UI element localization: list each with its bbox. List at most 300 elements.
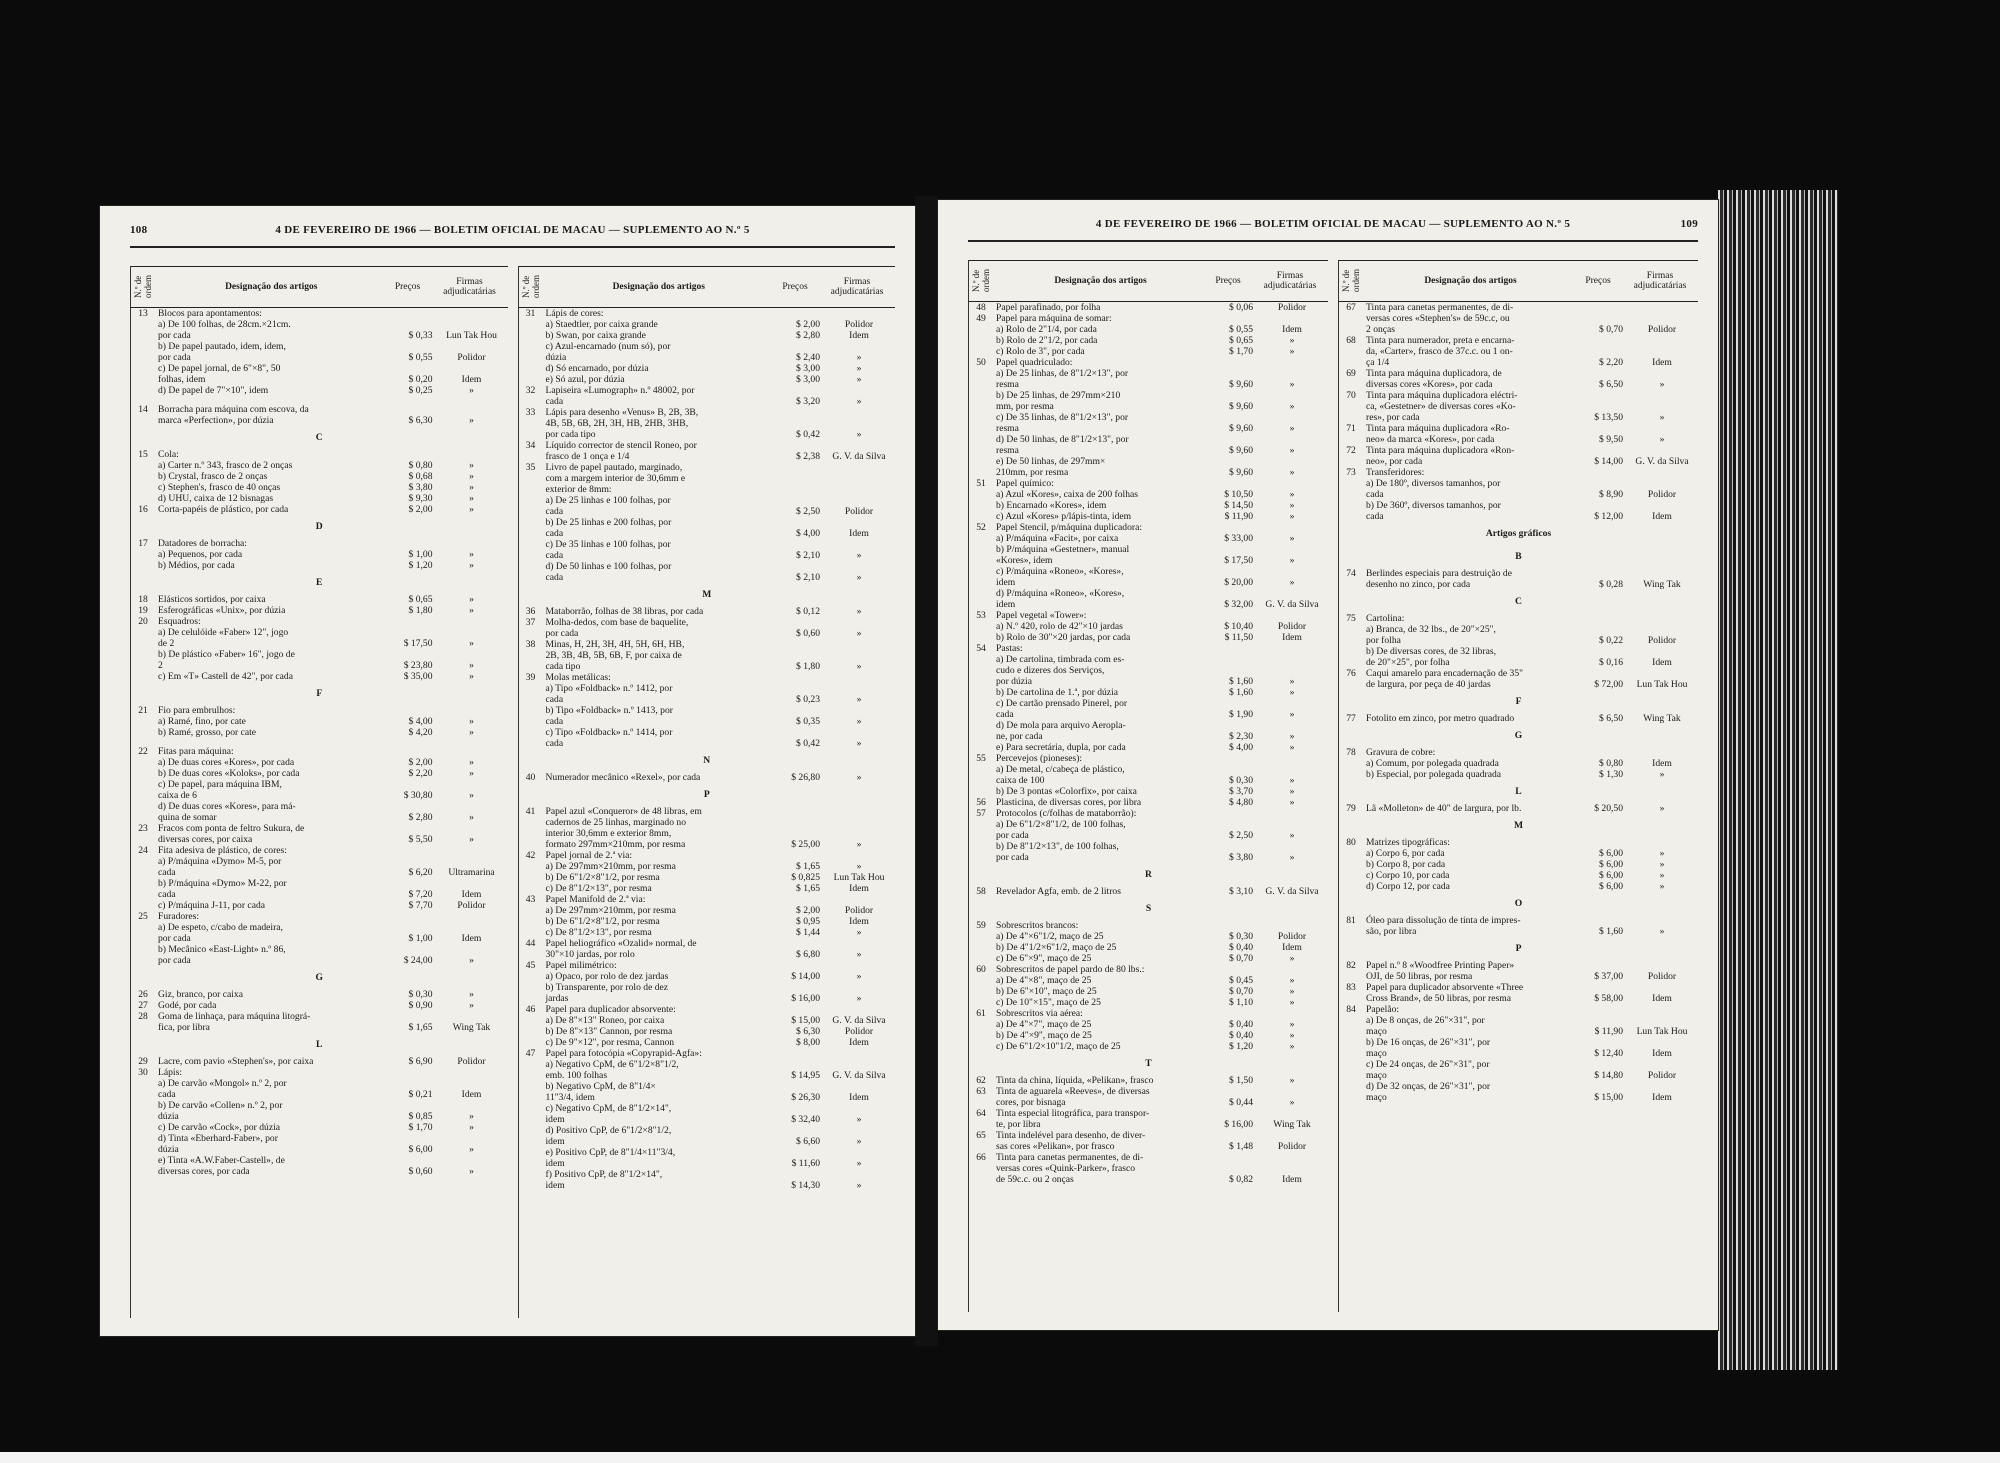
item-price: $ 6,00 (1599, 859, 1623, 870)
table-row (131, 1122, 508, 1133)
item-firm: » (1289, 986, 1295, 997)
table-row (969, 522, 1328, 544)
item-firm: Polidor (1277, 302, 1307, 313)
item-price: $ 6,90 (408, 1056, 433, 1067)
item-price: $ 4,00 (408, 716, 433, 727)
item-price: $ 0,65 (1229, 335, 1253, 346)
table-row (131, 768, 508, 779)
table-row (519, 705, 896, 727)
item-firm: » (856, 716, 862, 727)
table-row (519, 462, 896, 517)
item-description: Líquido corrector de stencil Roneo, por frasco de 1 onça e 1/4 (545, 440, 697, 462)
item-firm: » (1289, 676, 1295, 687)
item-price: $ 2,10 (796, 550, 820, 561)
item-price: $ 0,40 (1229, 1019, 1253, 1030)
table-row (969, 544, 1328, 566)
item-price: $ 9,60 (1229, 401, 1253, 412)
table-row (131, 1000, 508, 1011)
item-description: Óleo para dissolução de tinta de impres- são, por libra (1366, 915, 1521, 937)
item-firm: » (1659, 434, 1665, 445)
item-description: Papel para duplicador absorvente: a) De 8"×13" Roneo, por caixa (545, 1004, 676, 1026)
section-heading: E (316, 577, 323, 588)
header-firms: Firmas adjudicatárias (830, 277, 884, 297)
item-description: b) De plástico «Faber» 16", jogo de 2 (158, 649, 295, 671)
table-row (1339, 646, 1698, 668)
table-row (519, 982, 896, 1004)
item-number: 45 (525, 960, 536, 971)
item-firm: » (469, 471, 474, 482)
item-price: $ 3,00 (796, 363, 820, 374)
table-row (1339, 1081, 1698, 1103)
item-firm: » (1659, 769, 1665, 780)
item-description: b) De 6"×10", maço de 25 (996, 986, 1097, 997)
item-firm: » (856, 606, 862, 617)
table-row (519, 1147, 896, 1169)
item-price: $ 9,30 (408, 493, 433, 504)
book-page-edges (1718, 190, 1838, 1370)
table-row (131, 308, 508, 341)
item-price: $ 8,90 (1599, 489, 1623, 500)
item-firm: » (1289, 335, 1295, 346)
item-description: Elásticos sortidos, por caixa (158, 594, 266, 605)
item-price: $ 9,60 (1229, 445, 1253, 456)
section-letter (969, 1052, 1328, 1075)
table-row (969, 1075, 1328, 1086)
table-row (519, 1081, 896, 1103)
item-price: $ 0,28 (1599, 579, 1623, 590)
item-number: 34 (525, 440, 536, 451)
item-number: 19 (138, 605, 148, 616)
table-row (519, 374, 896, 385)
item-firm: G. V. da Silva (832, 1015, 886, 1026)
item-firm: » (1289, 346, 1295, 357)
table-header (519, 266, 896, 308)
item-price: $ 1,65 (408, 1022, 433, 1033)
table-row (969, 390, 1328, 412)
item-price: $ 0,55 (1229, 324, 1253, 335)
item-price: $ 3,70 (1229, 786, 1253, 797)
item-description: e) De 50 linhas, de 297mm× 210mm, por resma (996, 456, 1106, 478)
item-description: Tinta de aguarela «Reeves», de diversas cores, por bisnaga (996, 1086, 1150, 1108)
item-firm: Idem (1282, 942, 1302, 953)
item-number: 56 (976, 797, 986, 808)
item-price: $ 9,60 (1229, 379, 1253, 390)
table-row (519, 960, 896, 982)
item-price: $ 0,80 (408, 460, 433, 471)
item-price: $ 2,50 (1229, 830, 1253, 841)
item-description: Fita adesiva de plástico, de cores: a) P/máquina «Dymo» M-5, por cada (158, 845, 287, 878)
table-row (519, 1103, 896, 1125)
item-number: 36 (525, 606, 536, 617)
table-row (519, 872, 896, 883)
section-letter (1339, 814, 1698, 837)
item-price: $ 0,60 (796, 628, 820, 639)
item-price: $ 1,00 (408, 549, 433, 560)
item-price: $ 2,20 (1599, 357, 1623, 368)
item-firm: » (469, 415, 474, 426)
item-description: Cartolina: a) Branca, de 32 lbs., de 20"×25", por folha (1366, 613, 1496, 646)
item-price: $ 4,00 (1229, 742, 1253, 753)
item-description: Lã «Molleton» de 40" de largura, por lb. (1366, 803, 1522, 814)
item-firm: » (469, 834, 474, 845)
item-price: $ 11,90 (1224, 511, 1253, 522)
item-description: Tinta especial litográfica, para transpor- te, por libra (996, 1108, 1150, 1130)
item-firm: Idem (1652, 511, 1672, 522)
item-description: b) De papel pautado, idem, idem, por cada (158, 341, 286, 363)
section-letter (1339, 690, 1698, 713)
item-price: $ 7,70 (408, 900, 433, 911)
item-firm: » (469, 594, 474, 605)
item-price: $ 1,10 (1229, 997, 1253, 1008)
item-price: $ 3,10 (1229, 886, 1253, 897)
item-firm: » (469, 955, 474, 966)
item-firm: » (1659, 870, 1665, 881)
table-row (131, 482, 508, 493)
item-firm: » (1659, 881, 1665, 892)
item-description: Tinta indelével para desenho, de diver- sas cores «Pelikan», por frasco (996, 1130, 1146, 1152)
table-row (1339, 915, 1698, 937)
item-price: $ 14,30 (791, 1180, 820, 1191)
item-description: b) De 16 onças, de 26"×31", por maço (1366, 1037, 1491, 1059)
section-heading: C (315, 432, 323, 443)
item-price: $ 2,00 (408, 757, 433, 768)
item-price: $ 4,20 (408, 727, 433, 738)
item-firm: Idem (1652, 993, 1672, 1004)
item-price: $ 11,60 (791, 1158, 820, 1169)
item-number: 22 (138, 746, 148, 757)
item-description: Pastas: a) De cartolina, timbrada com es- cudo e dizeres dos Serviços, por dúzia (996, 643, 1125, 687)
item-number: 48 (976, 302, 986, 313)
book-spine (915, 196, 938, 1346)
table-row (131, 845, 508, 878)
item-description: Mataborrão, folhas de 38 libras, por cada (545, 606, 704, 617)
section-letter (1339, 522, 1698, 545)
item-price: $ 0,65 (408, 594, 433, 605)
header-desc: Designação dos artigos (225, 282, 318, 292)
table-row (1339, 713, 1698, 724)
item-firm: Polidor (1647, 1070, 1677, 1081)
item-description: b) De 4"×9", maço de 25 (996, 1030, 1092, 1041)
item-price: $ 16,00 (791, 993, 820, 1004)
item-price: $ 11,50 (1224, 632, 1253, 643)
item-description: Papel para duplicador absorvente «Three Cross Brand», de 50 libras, por resma (1366, 982, 1524, 1004)
item-number: 80 (1346, 837, 1356, 848)
table-row (131, 727, 508, 738)
table-row (131, 779, 508, 801)
item-price: $ 15,00 (791, 1015, 820, 1026)
item-description: c) De cartão prensado Pinerel, por cada (996, 698, 1128, 720)
item-price: $ 6,80 (796, 949, 820, 960)
item-number: 46 (525, 1004, 536, 1015)
item-description: Gravura de cobre: a) Comum, por polegada quadrada (1366, 747, 1499, 769)
item-firm: Idem (849, 330, 869, 341)
item-price: $ 23,80 (403, 660, 433, 671)
item-description: Sobrescritos de papel pardo de 80 lbs.: a) De 4"×8", maço de 25 (996, 964, 1145, 986)
item-firm: » (1289, 731, 1295, 742)
item-price: $ 0,70 (1229, 953, 1253, 964)
item-description: Tinta para máquina duplicadora «Ron- neo», por cada (1366, 445, 1515, 467)
table-row (519, 308, 896, 330)
table-row (519, 850, 896, 872)
item-price: $ 14,00 (1594, 456, 1623, 467)
item-description: b) P/máquina «Gestetner», manual «Kores», idem (996, 544, 1130, 566)
header-no: N.º de ordem (1341, 269, 1361, 293)
item-firm: Lun Tak Hou (1636, 1026, 1688, 1037)
item-firm: » (1289, 830, 1295, 841)
item-price: $ 10,50 (1224, 489, 1253, 500)
section-letter (519, 783, 896, 806)
item-firm: » (856, 971, 862, 982)
item-description: c) De 35 linhas, de 8"1/2×13", por resma (996, 412, 1129, 434)
item-firm: Idem (1652, 758, 1672, 769)
item-firm: » (1289, 852, 1295, 863)
table-row (131, 1011, 508, 1033)
item-firm: » (1659, 803, 1665, 814)
item-description: d) De papel de 7"×10", idem (158, 385, 269, 396)
table-row (519, 1004, 896, 1026)
item-firm: » (469, 1111, 474, 1122)
item-price: $ 0,44 (1229, 1097, 1253, 1108)
item-number: 47 (525, 1048, 536, 1059)
section-heading: S (1145, 903, 1152, 914)
item-description: Papel milimétrico: a) Opaco, por rolo de dez jardas (545, 960, 669, 982)
item-price: $ 12,00 (1594, 511, 1623, 522)
item-description: b) Especial, por polegada quadrada (1366, 769, 1502, 780)
item-price: $ 0,60 (408, 1166, 433, 1177)
item-description: c) Tipo «Foldback» n.º 1414, por cada (545, 727, 673, 749)
item-price: $ 2,00 (796, 905, 820, 916)
item-number: 51 (976, 478, 986, 489)
table-row (519, 639, 896, 672)
table-row (131, 616, 508, 649)
item-price: $ 0,85 (408, 1111, 433, 1122)
table-row (519, 363, 896, 374)
item-price: $ 16,00 (1224, 1119, 1253, 1130)
item-description: Papel heliográfico «Ozalid» normal, de 30"×10 jardas, por rolo (545, 938, 697, 960)
table-row (969, 986, 1328, 997)
section-letter (519, 583, 896, 606)
item-firm: » (1659, 859, 1665, 870)
item-firm: Idem (461, 374, 482, 385)
section-letter (1339, 545, 1698, 568)
header-title: 4 DE FEVEREIRO DE 1966 — BOLETIM OFICIAL DE MACAU — SUPLEMENTO AO N.º 5 (1095, 218, 1571, 230)
item-firm: Idem (1652, 1092, 1672, 1103)
item-firm: Idem (461, 933, 482, 944)
item-firm: » (469, 660, 474, 671)
header-price: Preços (1585, 276, 1611, 286)
item-firm: » (856, 352, 862, 363)
table-row (131, 493, 508, 504)
item-description: d) P/máquina «Roneo», «Kores», idem (996, 588, 1125, 610)
item-description: b) P/máquina «Dymo» M-22, por cada (158, 878, 287, 900)
table-row (969, 808, 1328, 841)
table-row (1339, 335, 1698, 368)
section-heading: T (1145, 1058, 1152, 1069)
item-number: 81 (1346, 915, 1356, 926)
table-row (131, 944, 508, 966)
table-row (1339, 1037, 1698, 1059)
item-firm: Idem (1652, 357, 1672, 368)
item-price: $ 33,00 (1224, 533, 1253, 544)
item-firm: » (856, 1158, 862, 1169)
item-number: 13 (138, 308, 148, 319)
item-description: Papel azul «Conqueror» de 48 libras, em cadernos de 25 linhas, marginado no interior 30,6mm e exterior 8mm, formato 297mm×210mm, por resma (545, 806, 702, 850)
table-row (1339, 982, 1698, 1004)
table-row (519, 927, 896, 938)
item-price: $ 12,40 (1594, 1048, 1623, 1059)
item-firm: » (469, 1000, 474, 1011)
item-description: Caqui amarelo para encadernação de 35" de largura, por peça de 40 jardas (1366, 668, 1524, 690)
item-firm: » (1289, 423, 1295, 434)
item-firm: Idem (461, 1089, 482, 1100)
item-description: Tinta para canetas permanentes, de di- versas cores «Stephen's» de 59c.c, ou 2 onças (1366, 302, 1514, 335)
table-row (1339, 445, 1698, 467)
section-letter (1339, 724, 1698, 747)
table-row (969, 643, 1328, 687)
item-description: Protocolos (c/folhas de mataborrão): a) De 6"1/2×8"1/2, de 100 folhas, por cada (996, 808, 1137, 841)
item-firm: Idem (1282, 1174, 1302, 1185)
item-description: b) Rolo de 2"1/2, por cada (996, 335, 1098, 346)
section-letter (131, 515, 508, 538)
item-description: c) De papel jornal, de 6"×8", 50 folhas, idem (158, 363, 281, 385)
item-firm: Idem (849, 1037, 869, 1048)
section-heading: M (1513, 820, 1524, 831)
item-price: $ 2,80 (408, 812, 433, 823)
item-price: $ 0,55 (408, 352, 433, 363)
item-firm: Polidor (1647, 635, 1677, 646)
section-heading: Artigos gráficos (1485, 528, 1552, 539)
table-row (131, 705, 508, 727)
item-firm: Lun Tak Hou (833, 872, 885, 883)
item-price: $ 0,45 (1229, 975, 1253, 986)
item-number: 18 (138, 594, 148, 605)
item-description: b) Ramé, grosso, por cate (158, 727, 257, 738)
item-description: c) De 24 onças, de 26"×31", por maço (1366, 1059, 1490, 1081)
table-row (969, 346, 1328, 357)
item-number: 38 (525, 639, 536, 650)
row-spacer (131, 396, 508, 404)
item-description: Papel quadriculado: a) De 25 linhas, de 8"1/2×13", por resma (996, 357, 1129, 390)
item-price: $ 1,48 (1229, 1141, 1253, 1152)
item-firm: » (1289, 687, 1295, 698)
item-number: 72 (1346, 445, 1356, 456)
item-price: $ 20,50 (1594, 803, 1623, 814)
table-row (969, 997, 1328, 1008)
section-heading: M (702, 589, 712, 600)
item-price: $ 1,65 (796, 883, 820, 894)
item-description: d) Positivo CpP, de 6"1/2×8"1/2, idem (545, 1125, 672, 1147)
item-price: $ 26,80 (791, 772, 820, 783)
left-column-1 (130, 266, 508, 1318)
item-price: $ 0,90 (408, 1000, 433, 1011)
item-number: 53 (976, 610, 986, 621)
item-firm: » (469, 727, 474, 738)
item-firm: » (1289, 379, 1295, 390)
item-description: Tinta para máquina duplicadora, de diversas cores «Kores», por cada (1366, 368, 1502, 390)
item-number: 16 (138, 504, 148, 515)
item-number: 37 (525, 617, 536, 628)
item-description: b) De duas cores «Koloks», por cada (158, 768, 300, 779)
table-row (969, 632, 1328, 643)
item-price: $ 0,33 (408, 330, 433, 341)
item-price: $ 2,20 (408, 768, 433, 779)
item-description: c) De 8"1/2×13", por resma (545, 927, 652, 938)
item-description: c) Rolo de 3", por cada (996, 346, 1085, 357)
table-row (969, 886, 1328, 897)
left-page (100, 206, 915, 1336)
item-firm: » (469, 989, 474, 1000)
item-firm: Lun Tak Hou (446, 330, 497, 341)
item-number: 52 (976, 522, 986, 533)
header-firms: Firmas adjudicatárias (1633, 271, 1687, 291)
table-row (131, 538, 508, 560)
table-row (1339, 1059, 1698, 1081)
item-firm: » (856, 949, 862, 960)
item-number: 76 (1346, 668, 1356, 679)
table-row (519, 517, 896, 539)
table-row (1339, 769, 1698, 780)
item-firm: » (469, 812, 474, 823)
header-firms: Firmas adjudicatárias (1263, 271, 1317, 291)
item-description: e) Positivo CpP, de 8"1/4×11"3/4, idem (545, 1147, 676, 1169)
item-price: $ 0,35 (796, 716, 820, 727)
item-description: Transferidores: a) De 180º, diversos tamanhos, por cada (1366, 467, 1501, 500)
item-firm: Lun Tak Hou (1636, 679, 1688, 690)
item-description: d) Corpo 12, por cada (1366, 881, 1450, 892)
item-firm: » (856, 1180, 862, 1191)
table-row (969, 588, 1328, 610)
item-number: 74 (1346, 568, 1356, 579)
item-description: Fitas para máquina: a) De duas cores «Kores», por cada (158, 746, 295, 768)
item-firm: » (469, 757, 474, 768)
item-number: 65 (976, 1130, 986, 1141)
item-number: 59 (976, 920, 986, 931)
table-row (131, 1100, 508, 1122)
item-description: Papelão: a) De 8 onças, de 26"×31", por maço (1366, 1004, 1485, 1037)
item-price: $ 6,00 (408, 1144, 433, 1155)
item-firm: » (469, 790, 474, 801)
item-firm: » (856, 993, 862, 1004)
item-description: Molha-dedos, com base de baquelite, por cada (545, 617, 689, 639)
header-firms: Firmas adjudicatárias (443, 277, 496, 297)
item-description: Papel para fotocópia «Copyrapid-Agfa»: a) Negativo CpM, de 6"1/2×8"1/2, emb. 100 folhas (545, 1048, 702, 1081)
item-firm: » (469, 1144, 474, 1155)
item-number: 71 (1346, 423, 1356, 434)
table-row (519, 1026, 896, 1037)
item-description: d) UHU, caixa de 12 bisnagas (158, 493, 274, 504)
item-price: $ 3,00 (796, 374, 820, 385)
section-letter (131, 682, 508, 705)
item-firm: Polidor (844, 319, 874, 330)
item-description: Giz, branco, por caixa (158, 989, 243, 1000)
item-firm: Idem (1652, 657, 1672, 668)
table-row (1339, 302, 1698, 335)
table-row (1339, 747, 1698, 769)
table-row (969, 1008, 1328, 1030)
item-price: $ 1,60 (1229, 676, 1253, 687)
item-price: $ 9,60 (1229, 423, 1253, 434)
item-description: b) Tipo «Foldback» n.º 1413, por cada (545, 705, 673, 727)
table-row (519, 806, 896, 850)
table-row (519, 938, 896, 960)
item-firm: » (1289, 1019, 1295, 1030)
item-number: 42 (525, 850, 536, 861)
header-no: N.º de ordem (133, 275, 153, 299)
item-number: 29 (138, 1056, 148, 1067)
item-number: 73 (1346, 467, 1356, 478)
item-firm: G. V. da Silva (1265, 886, 1319, 897)
section-heading: P (1515, 943, 1522, 954)
